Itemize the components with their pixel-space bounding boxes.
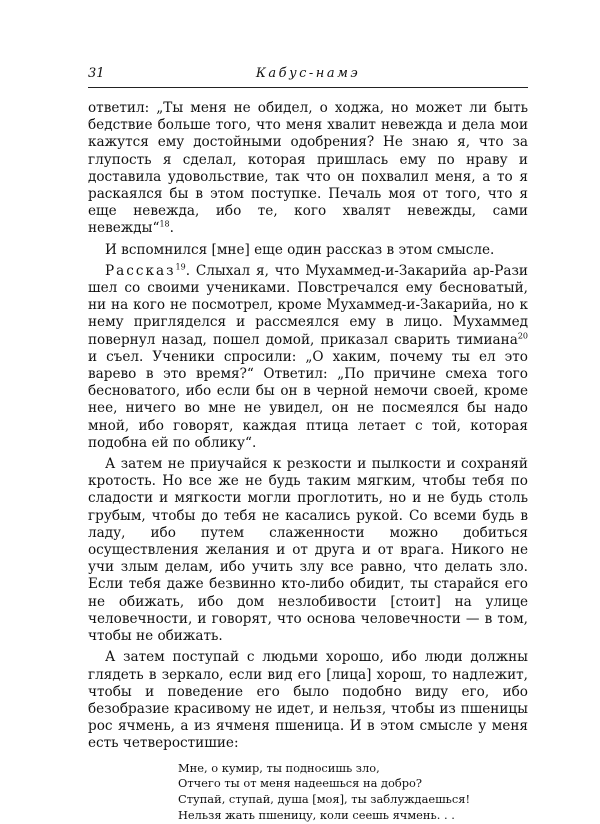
paragraph-text: И вспомнился [мне] еще один рассказ в этом смысле. <box>105 241 495 258</box>
paragraph-story <box>88 263 528 452</box>
main-text <box>88 100 528 824</box>
paragraph <box>88 456 528 645</box>
paragraph-text: А затем не приучайся к резкости и пылкости и сохраняй кротость. Но все же не будь таким мягким, чтобы тебя по сладости и мягкости могли проглотить, но и не будь столь грубым, чтобы до тебя не касались рукой. Со всеми будь в ладу, ибо путем слаженности можно добиться осуществления желания и от друга и от врага. Никого не учи злым делам, ибо учить злу все равно, что делать зло. Если тебя даже безвинно кто-либо обидит, ты старайся его не обижать, ибо дом незлобивости [стоит] на улице человечности, и говорят, что основа человечности — в том, чтобы не обижать. <box>88 456 528 645</box>
paragraph-text: и съел. Ученики спросили: „О хаким, почему ты ел это варево в это время?“ Ответил: „По причине смеха того бесноватого, ибо если бы он в черной немочи своей, кроме нее, ничего во мне не увидел, он не посмеялся бы надо мной, ибо говорят, каждая птица летает с той, которая подобна ей по облику“. <box>88 348 528 451</box>
paragraph-text: ответил: „Ты меня не обидел, о ходжа, но может ли быть бедствие больше того, что меня хвалит невежда и дела мои кажутся ему достойными одобрения? Не знаю я, что за глупость я сделал, которая пришлась ему по нраву и доставила удовольствие, так что он похвалил меня, а то я раскаялся бы в этом поступке. Печаль моя от того, что я еще невежда, ибо те, кого хвалят невежды, сами невежды“ <box>88 100 528 237</box>
paragraph <box>88 100 528 238</box>
footnote-marker: 18 <box>159 219 170 229</box>
paragraph-text: А затем поступай с людьми хорошо, ибо люди должны глядеть в зеркало, если вид его [лица] хорош, то надлежит, чтобы и поведение его было подобно виду его, ибо безобразие красивому не идет, и нельзя, чтобы из пшеницы рос ячмень, а из ячменя пшеница. И в этом смысле у меня есть четверостишие: <box>88 649 528 752</box>
story-heading: Рассказ <box>105 262 176 279</box>
paragraph <box>88 242 528 259</box>
footnote-marker: 20 <box>517 331 528 341</box>
poem-line: Ступай, ступай, душа [моя], ты заблуждаешься! <box>178 792 471 807</box>
page-number: 31 <box>88 66 105 81</box>
poem-line: Нельзя жать пшеницу, коли сеешь ячмень. . . <box>178 807 455 822</box>
poem-line: Мне, о кумир, ты подносишь зло, <box>178 760 380 775</box>
footnote-marker: 19 <box>175 262 186 272</box>
quatrain <box>178 761 528 824</box>
header-rule <box>88 87 528 88</box>
paragraph <box>88 649 528 752</box>
poem-line: Отчего ты от меня надеешься на добро? <box>178 776 422 791</box>
paragraph-tail: . <box>169 220 174 237</box>
running-title: Кабус-намэ <box>255 66 361 81</box>
running-head <box>88 66 528 84</box>
paragraph-text: . Слыхал я, что Мухаммед-и-Закарийа ар-Рази шел со своими учениками. Повстречался ему бесноватый, ни на кого не посмотрел, кроме Мухаммед-и-Закарийа, но к нему пригляделся и рассмеялся ему в лицо. Мухаммед повернул назад, пошел домой, приказал сварить тимиана <box>88 262 528 348</box>
